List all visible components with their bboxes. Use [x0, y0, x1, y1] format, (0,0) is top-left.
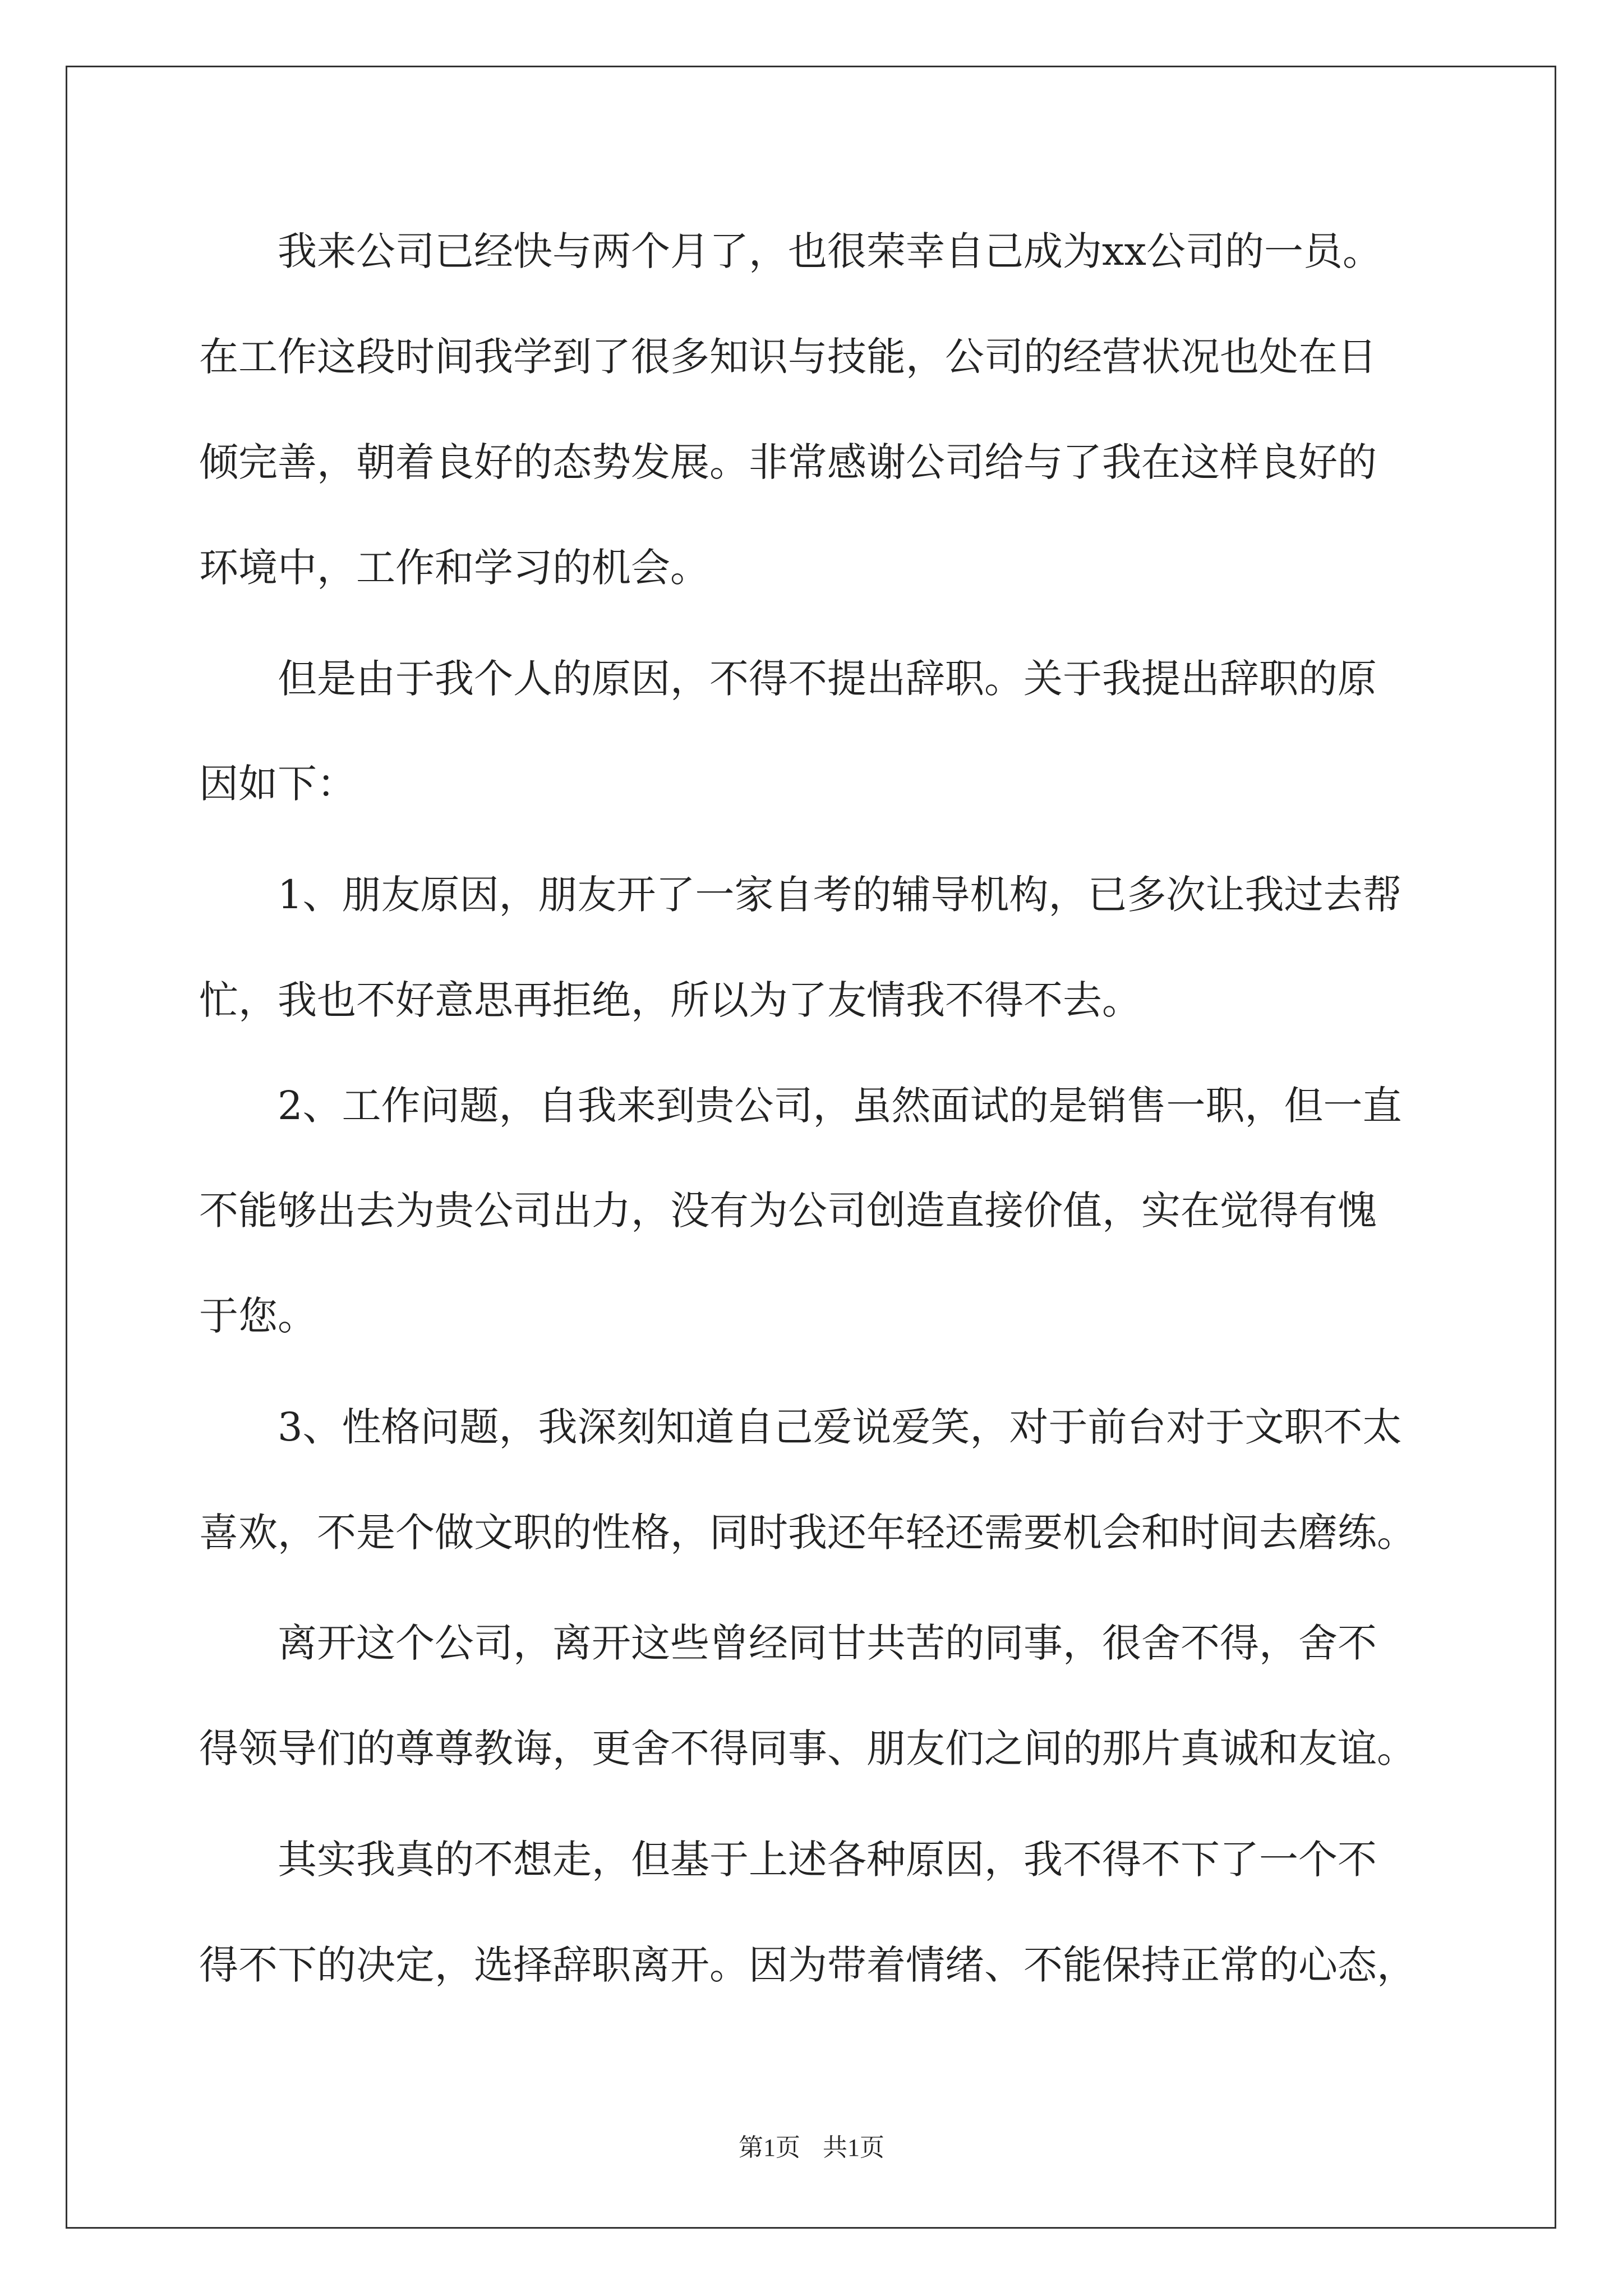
page-number: 第1页	[739, 2134, 800, 2161]
text-line-15: 得领导们的尊尊教诲，更舍不得同事、朋友们之间的那片真诚和友谊。	[199, 1726, 1416, 1772]
page-border	[66, 66, 1556, 2229]
text-line-5: 但是由于我个人的原因，不得不提出辞职。关于我提出辞职的原	[199, 656, 1377, 702]
text-line-13: 喜欢，不是个做文职的性格，同时我还年轻还需要机会和时间去磨练。	[199, 1510, 1416, 1556]
page-footer	[0, 2134, 1623, 2162]
text-line-1: 我来公司已经快与两个月了，也很荣幸自己成为xx公司的一员。	[199, 228, 1382, 274]
text-line-2: 在工作这段时间我学到了很多知识与技能，公司的经营状况也处在日	[199, 334, 1377, 380]
text-line-16: 其实我真的不想走，但基于上述各种原因，我不得不下了一个不	[199, 1837, 1377, 1883]
text-line-14: 离开这个公司，离开这些曾经同甘共苦的同事，很舍不得，舍不	[199, 1620, 1377, 1666]
page-total: 共1页	[823, 2134, 884, 2161]
text-line-7: 1、朋友原因，朋友开了一家自考的辅导机构，已多次让我过去帮	[199, 872, 1402, 918]
text-line-6: 因如下：	[199, 761, 356, 807]
text-line-8: 忙，我也不好意思再拒绝，所以为了友情我不得不去。	[199, 977, 1141, 1023]
text-line-9: 2、工作问题，自我来到贵公司，虽然面试的是销售一职，但一直	[199, 1083, 1402, 1129]
text-line-12: 3、性格问题，我深刻知道自己爱说爱笑，对于前台对于文职不太	[199, 1404, 1402, 1450]
text-line-11: 于您。	[199, 1293, 317, 1339]
text-line-4: 环境中，工作和学习的机会。	[199, 545, 709, 591]
text-line-17: 得不下的决定，选择辞职离开。因为带着情绪、不能保持正常的心态，	[199, 1942, 1416, 1988]
text-line-3: 倾完善，朝着良好的态势发展。非常感谢公司给与了我在这样良好的	[199, 439, 1377, 485]
text-line-10: 不能够出去为贵公司出力，没有为公司创造直接价值，实在觉得有愧	[199, 1188, 1377, 1234]
